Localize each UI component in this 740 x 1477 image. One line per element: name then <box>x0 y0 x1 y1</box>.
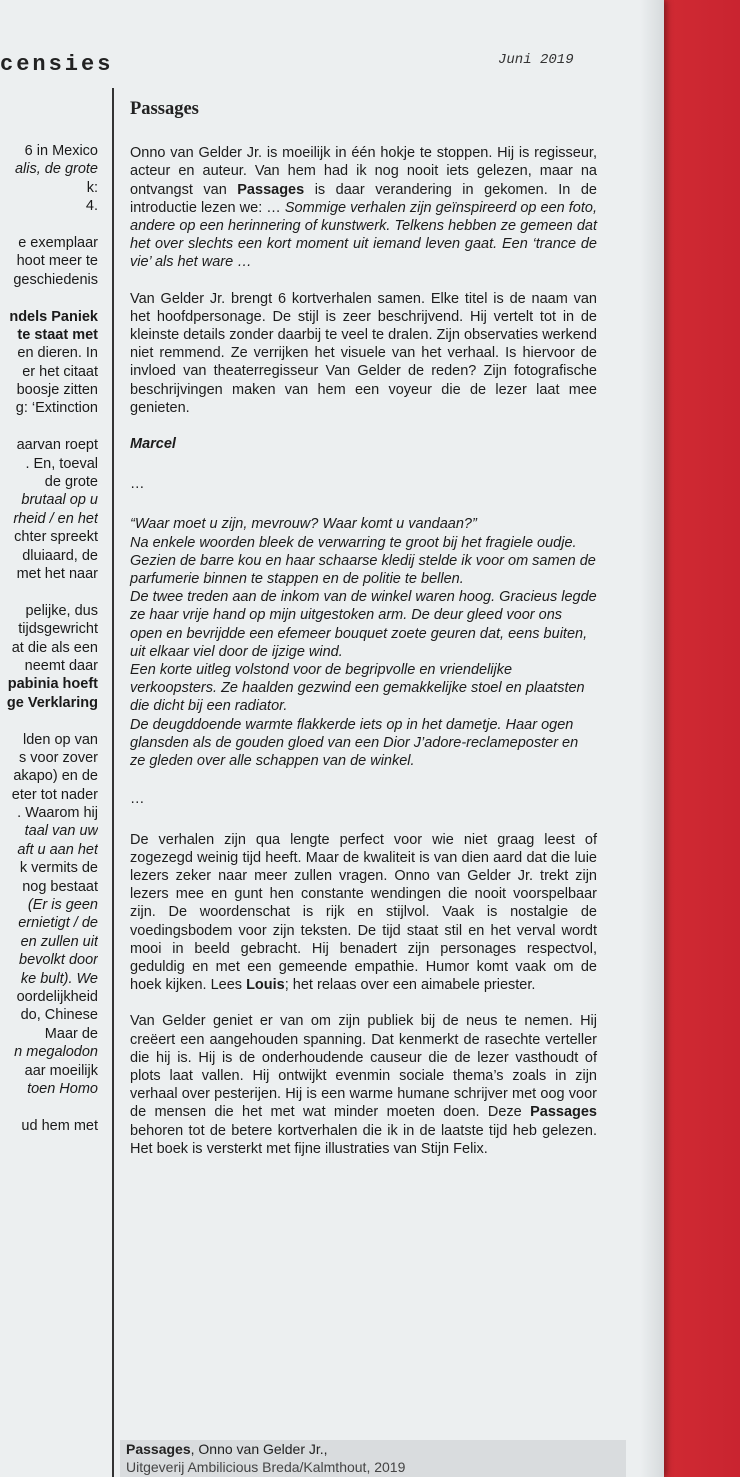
left-column-line: ud hem met <box>21 1117 98 1134</box>
left-column-text <box>0 142 98 1135</box>
left-column-gap <box>0 418 98 436</box>
left-column-line: en dieren. In <box>17 345 98 362</box>
paragraph-style: Van Gelder Jr. brengt 6 kortverhalen samen. Elke titel is de naam van het hoofdpersonage. De stijl is zeer beschrijvend. Hij vertelt tot in de kleinste details zonder daarbij te veel te dralen. Zijn observaties werkend niet remmend. Ze verrijken het visuele van het verhaal. Is hiervoor de invloed van theaterregisseur Van Gelder de reden? Zijn fotografische beschrijvingen maken van hem een voyeur die de lezer laat mee genieten. <box>130 290 597 416</box>
left-column-line: dluiaard, de <box>22 547 98 564</box>
column-divider <box>112 88 114 1477</box>
intro-paragraph <box>130 144 597 271</box>
left-column-line: brutaal op u <box>21 492 98 509</box>
left-column-line: 6 in Mexico <box>24 143 98 159</box>
left-column-line: . En, toeval <box>25 455 98 472</box>
left-column-line: te staat met <box>17 326 98 343</box>
left-column-gap <box>0 583 98 601</box>
left-column-line: k: <box>86 179 98 196</box>
left-column-line: aarvan roept <box>16 437 98 454</box>
excerpt-line: Gezien de barre kou en haar schaarse kledij stelde ik voor om samen de parfumerie binnen te stappen en de politie te bellen. <box>130 552 596 588</box>
left-column-line: er het citaat <box>22 363 98 380</box>
left-column-line: rheid / en het <box>13 510 98 527</box>
story-title-louis: Louis <box>246 977 285 994</box>
excerpt-line: De deugddoende warmte flakkerde iets op in het dametje. Haar ogen glansden als de gouden gloed van een Dior J’adore-reclameposter en ze gleden over alle schappen van de winkel. <box>130 716 579 770</box>
left-column-line: ernietigt / de <box>18 915 98 932</box>
left-column-gap <box>0 712 98 730</box>
left-column-line: ke bult). We <box>20 970 98 987</box>
left-column-line: s voor zover <box>19 749 98 766</box>
left-column-line: hoot meer te <box>16 253 98 270</box>
left-column-gap <box>0 216 98 234</box>
left-column-line: bevolkt door <box>19 952 98 969</box>
conclusion-text-2: behoren tot de betere kortverhalen die ik in de laatste tijd heb gelezen. Het boek is versterkt met fijne illustraties van Stijn Felix. <box>130 1122 597 1157</box>
issue-date: Juni 2019 <box>498 52 574 68</box>
left-column-line: pelijke, dus <box>25 602 98 619</box>
conclusion-text: Van Gelder geniet er van om zijn publiek bij de neus te nemen. Hij creëert een aangehouden spanning. Dat kenmerkt de rasechte verteller die hij is. Hij is de onderhoudende causeur die de lezer vasthoudt of plots laat vallen. Hij ontwijkt evenmin sociale thema’s zoals in zijn verhaal over pesterijen. Hij is een warme humane schrijver met oog voor de mensen die het met wat minder moeten doen. Deze <box>130 1013 597 1121</box>
excerpt-line: Een korte uitleg volstond voor de begripvolle en vriendelijke verkoopsters. Ze haalden gezwind een gemakkelijke stoel en plaatsten die dicht bij een radiator. <box>130 662 585 715</box>
left-column-line: pabinia hoeft <box>7 676 98 693</box>
story-subhead: Marcel <box>130 436 176 453</box>
intro-quote: Sommige verhalen zijn geïnspireerd op een foto, andere op een herinnering of kunstwerk. Telkens hebben ze gemeen dat het over slechts een kort moment uit iemand leven gaat. Een ‘trance de vie’ als het ware … <box>130 199 597 271</box>
paragraph-conclusion <box>130 1012 597 1158</box>
left-column-line: akapo) en de <box>13 768 98 785</box>
caption-author: , Onno van Gelder Jr., <box>190 1441 328 1457</box>
left-column-line: alis, de grote <box>14 161 98 178</box>
left-column-line: (Er is geen <box>27 897 98 914</box>
left-column-line: nog bestaat <box>22 878 98 895</box>
conclusion-book-title: Passages <box>530 1104 597 1121</box>
intro-book-title: Passages <box>237 181 305 198</box>
excerpt-line: De twee treden aan de inkom van de winkel waren hoog. Gracieus legde ze haar vrije hand op mijn uitgestoken arm. De deur gleed voor ons open en bevrijdde een efemeer bouquet zoete geuren dat, eens buiten, uit elkaar viel door de ijzige wind. <box>130 589 597 660</box>
ellipsis-bottom: … <box>130 791 145 808</box>
left-column-line: en zullen uit <box>20 933 98 950</box>
left-column-line: lden op van <box>23 731 98 748</box>
left-column-line: met het naar <box>16 565 98 582</box>
intro-text: Onno van Gelder Jr. is moeilijk in één hokje te stoppen. Hij is regisseur, acteur en auteur. Van hem had ik nog nooit iets gelezen, maar na ontvangst van <box>130 145 597 198</box>
left-column-line: aft u aan het <box>17 841 98 858</box>
page-curl-shadow <box>640 0 664 1477</box>
left-column-line: de grote <box>44 474 98 491</box>
left-column-line: taal van uw <box>24 823 98 840</box>
left-column-line: ndels Paniek <box>9 308 98 325</box>
left-column-line: geschiedenis <box>13 271 98 288</box>
caption-line-1 <box>126 1440 626 1458</box>
quality-text: De verhalen zijn qua lengte perfect voor wie niet graag leest of zogezegd weinig tijd heeft. Maar de kwaliteit is van dien aard dat die luie lezers zeker naar meer zullen vragen. Onno van Gelder Jr. trekt zijn lezers mee en gunt hen constante wendingen die nooit voorspelbaar zijn. De woordenschat is rijk en stijlvol. Vaak is nostalgie de voedingsbodem voor zijn teksten. De tijd staat stil en het verval wordt mooi in beeld gebracht. Hij benadert zijn personages respectvol, geduldig en met een gemeende empathie. Humor komt vaak om de hoek kijken. Lees <box>130 831 597 994</box>
section-header: censies <box>0 52 114 77</box>
review-article <box>130 100 597 1158</box>
left-column-line: g: ‘Extinction <box>15 400 98 417</box>
left-column-gap <box>0 289 98 307</box>
left-column-line: at die als een <box>11 639 98 656</box>
left-column-line: eter tot nader <box>11 786 98 803</box>
left-column-line: ge Verklaring <box>6 694 98 711</box>
left-column-line: oordelijkheid <box>16 988 98 1005</box>
left-column-line: n megalodon <box>14 1044 98 1061</box>
caption-publisher: Uitgeverij Ambilicious Breda/Kalmthout, 2019 <box>126 1459 406 1475</box>
left-column-line: e exemplaar <box>18 234 98 251</box>
quality-text-2: ; het relaas over een aimabele priester. <box>284 977 536 994</box>
left-column-line: aar moeilijk <box>24 1062 98 1079</box>
excerpt-line: Na enkele woorden bleek de verwarring te groot bij het fragiele oudje. <box>130 534 577 551</box>
left-column-line: boosje zitten <box>16 382 98 399</box>
article-title: Passages <box>130 99 199 119</box>
left-column-line: 4. <box>85 198 98 215</box>
left-column-line: . Waarom hij <box>17 805 98 822</box>
excerpt-line: “Waar moet u zijn, mevrouw? Waar komt u vandaan?” <box>130 516 477 533</box>
intro-text-2: is daar verandering in gekomen. In de introductie lezen we: … <box>130 181 597 216</box>
left-column-line: k vermits de <box>19 860 98 877</box>
story-excerpt <box>130 515 597 770</box>
left-column-line: neemt daar <box>24 657 98 674</box>
ellipsis-top: … <box>130 476 145 493</box>
left-column-gap <box>0 1098 98 1116</box>
left-column-line: do, Chinese <box>20 1007 98 1024</box>
paragraph-quality <box>130 831 597 995</box>
left-column-line: toen Homo <box>27 1080 98 1097</box>
left-column-line: tijdsgewricht <box>18 621 98 638</box>
caption-title: Passages <box>126 1441 191 1457</box>
book-caption <box>120 1440 626 1477</box>
left-column-line: chter spreekt <box>14 529 98 546</box>
left-column-line: Maar de <box>44 1025 98 1042</box>
